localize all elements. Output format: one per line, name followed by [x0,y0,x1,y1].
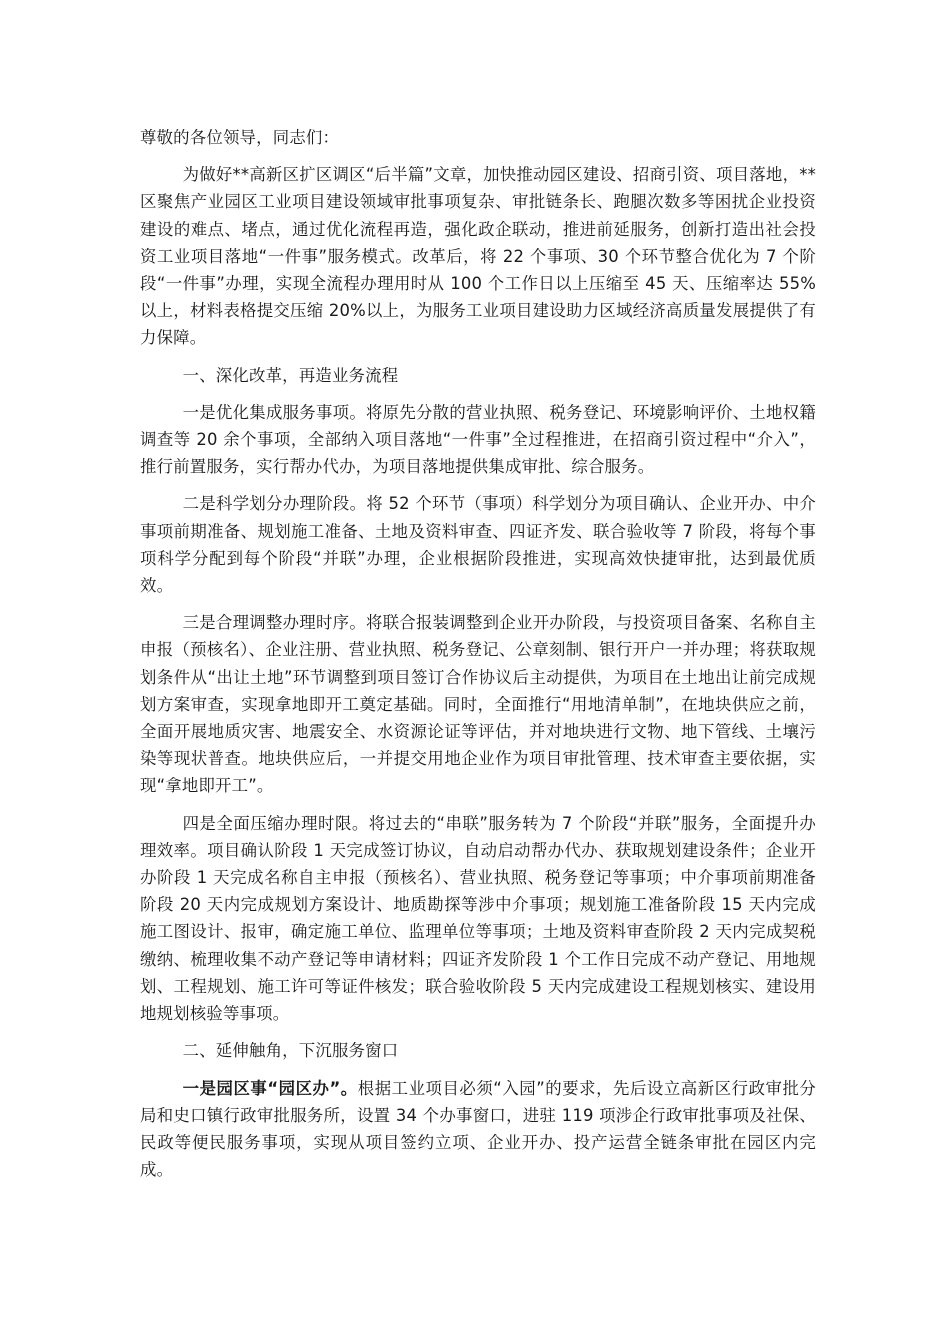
salutation: 尊敬的各位领导，同志们： [140,128,340,147]
section-2-heading: 二、延伸触角，下沉服务窗口 [182,1041,399,1061]
section-1-paragraph-1: 一是优化集成服务事项。将原先分散的营业执照、税务登记、环境影响评价、土地权籍调查等 20 余个事项，全部纳入项目落地“一件事”全过程推进，在招商引资过程中“介入”，推行前置服务，实行帮办代办，为项目落地提供集成审批、综合服务。 [140,402,816,477]
section-1-paragraph-2: 二是科学划分办理阶段。将 52 个环节（事项）科学划分为项目确认、企业开办、中介事项前期准备、规划施工准备、土地及资料审查、四证齐发、联合验收等 7 阶段，将每个事项科学分配到每个阶段“并联”办理，企业根据阶段推进，实现高效快捷审批，达到最优质效。 [140,494,816,596]
intro-paragraph: 为做好**高新区扩区调区“后半篇”文章，加快推动园区建设、招商引资、项目落地，**区聚焦产业园区工业项目建设领域审批事项复杂、审批链条长、跑腿次数多等困扰企业投资建设的难点、堵点，通过优化流程再造，强化政企联动，推进前延服务，创新打造出社会投资工业项目落地“一件事”服务模式。改革后，将 22 个事项、30 个环节整合优化为 7 个阶段“一件事”办理，实现全流程办理用时从 100 个工作日以上压缩至 45 天、压缩率达 55%以上，材料表格提交压缩 20%以上，为服务工业项目建设助力区域经济高质量发展提供了有力保障。 [140,165,816,348]
section-1-paragraph-3: 三是合理调整办理时序。将联合报装调整到企业开办阶段，与投资项目备案、名称自主申报（预核名）、企业注册、营业执照、税务登记、公章刻制、银行开户一并办理；将获取规划条件从“出让土地”环节调整到项目签订合作协议后主动提供，为项目在土地出让前完成规划方案审查，实现拿地即开工奠定基础。同时，全面推行“用地清单制”，在地块供应之前，全面开展地质灾害、地震安全、水资源论证等评估，并对地块进行文物、地下管线、土壤污染等现状普查。地块供应后，一并提交用地企业作为项目审批管理、技术审查主要依据，实现“拿地即开工”。 [140,613,816,796]
document-body [140,124,816,1193]
section-2-paragraph-1-lead: 一是园区事“园区办”。 [182,1078,358,1098]
section-2-paragraph-1-rest: 根据工业项目必须“入园”的要求，先后设立高新区行政审批分局和史口镇行政审批服务所，设置 34 个办事窗口，进驻 119 项涉企行政审批事项及社保、民政等便民服务事项，实现从项目签约立项、企业开办、投产运营全链条审批在园区内完成。 [140,1078,816,1180]
section-1-heading: 一、深化改革，再造业务流程 [182,365,399,385]
section-2-paragraph-1 [140,1075,816,1184]
section-1-paragraph-4: 四是全面压缩办理时限。将过去的“串联”服务转为 7 个阶段“并联”服务，全面提升办理效率。项目确认阶段 1 天完成签订协议，自动启动帮办代办、获取规划建设条件；企业开办阶段 1 天完成名称自主申报（预核名）、营业执照、税务登记等事项；中介事项前期准备阶段 20 天内完成规划方案设计、地质勘探等涉中介事项；规划施工准备阶段 15 天内完成施工图设计、报审，确定施工单位、监理单位等事项；土地及资料审查阶段 2 天内完成契税缴纳、梳理收集不动产登记等申请材料；四证齐发阶段 1 个工作日完成不动产登记、用地规划、工程规划、施工许可等证件核发；联合验收阶段 5 天内完成建设工程规划核实、建设用地规划核验等事项。 [140,813,816,1024]
